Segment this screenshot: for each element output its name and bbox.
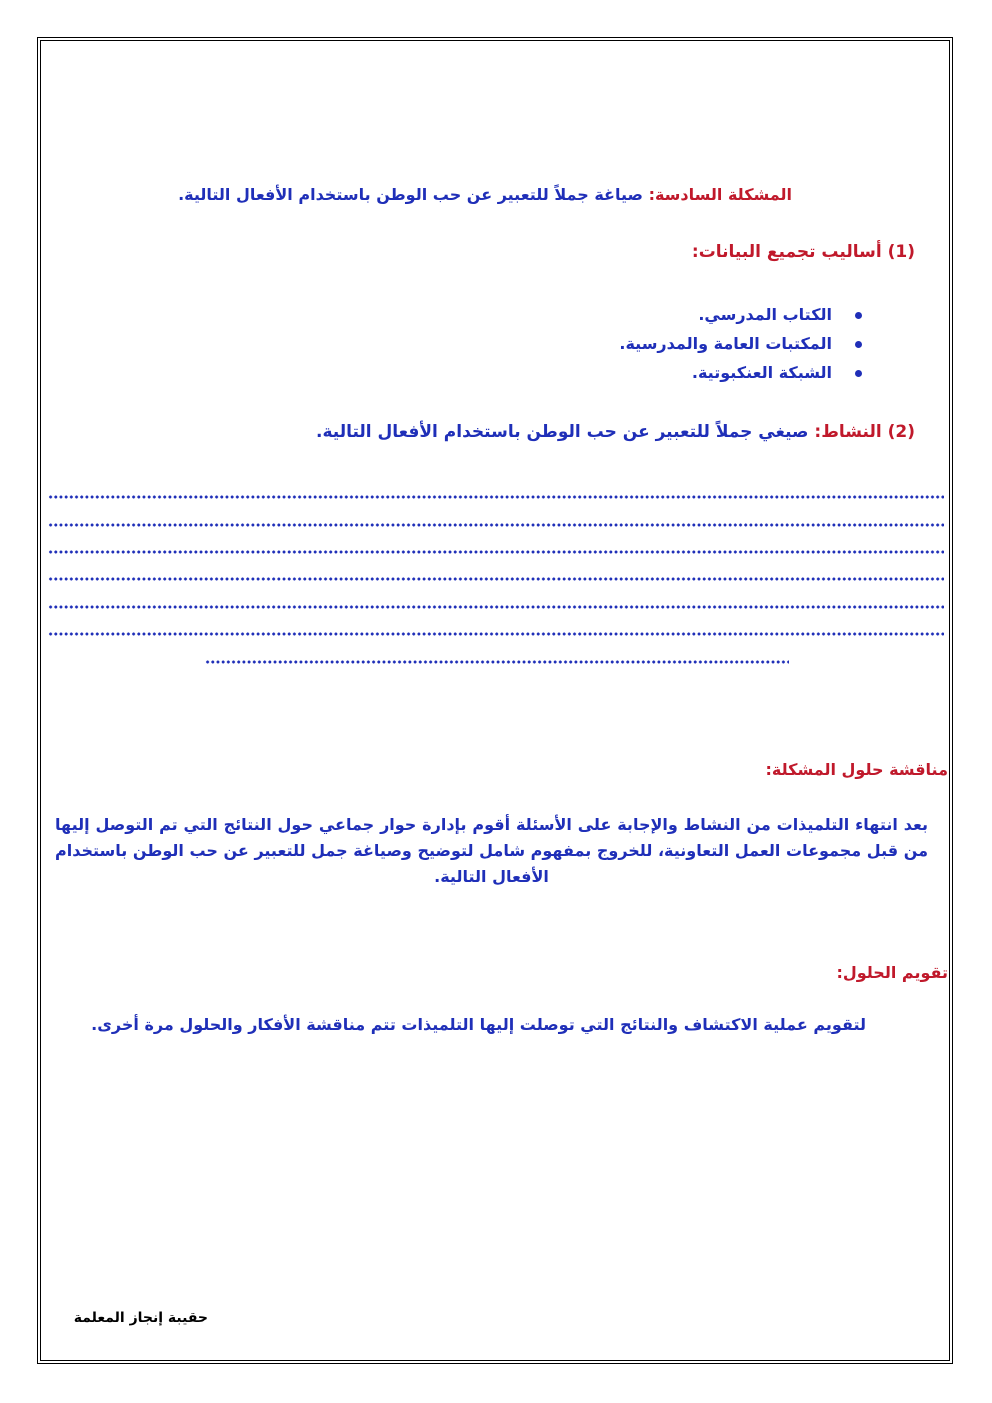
page-border <box>40 40 950 1361</box>
problem-heading <box>178 185 792 204</box>
problem-label: المشكلة السادسة: <box>648 185 792 204</box>
data-collection-list <box>619 300 832 387</box>
problem-text: صياغة جملاً للتعبير عن حب الوطن باستخدام الأفعال التالية. <box>178 185 649 204</box>
data-collection-heading: (1) أساليب تجميع البيانات: <box>691 242 915 262</box>
answer-line <box>48 632 944 636</box>
list-item: الكتاب المدرسي. <box>619 300 832 329</box>
activity-heading <box>316 422 915 442</box>
answer-line <box>48 577 944 581</box>
bullet-icon <box>855 341 862 348</box>
discussion-paragraph: بعد انتهاء التلميذات من النشاط والإجابة على الأسئلة أقوم بإدارة حوار جماعي حول النتائج التي تم التوصل إليها من قبل مجموعات العمل التعاونية، للخروج بمفهوم شامل لتوضيح وصياغة جمل للتعبير عن حب الوطن باستخدام الأفعال التالية. <box>55 815 928 886</box>
list-item: المكتبات العامة والمدرسية. <box>619 329 832 358</box>
activity-text: صيغي جملاً للتعبير عن حب الوطن باستخدام الأفعال التالية. <box>316 422 815 442</box>
answer-line <box>48 550 944 554</box>
bullet-icon <box>855 312 862 319</box>
footer-text: حقيبة إنجاز المعلمة <box>73 1310 208 1326</box>
activity-label: (2) النشاط: <box>814 422 915 442</box>
evaluation-text: لتقويم عملية الاكتشاف والنتائج التي توصلت إليها التلميذات تتم مناقشة الأفكار والحلول مرة أخرى. <box>91 1015 866 1034</box>
answer-line-short <box>205 660 789 664</box>
discussion-heading: مناقشة حلول المشكلة: <box>765 760 948 779</box>
answer-line <box>48 495 944 499</box>
list-item: الشبكة العنكبوتية. <box>619 358 832 387</box>
evaluation-heading: تقويم الحلول: <box>836 963 948 982</box>
answer-line <box>48 523 944 527</box>
bullet-icon <box>855 370 862 377</box>
answer-line <box>48 605 944 609</box>
